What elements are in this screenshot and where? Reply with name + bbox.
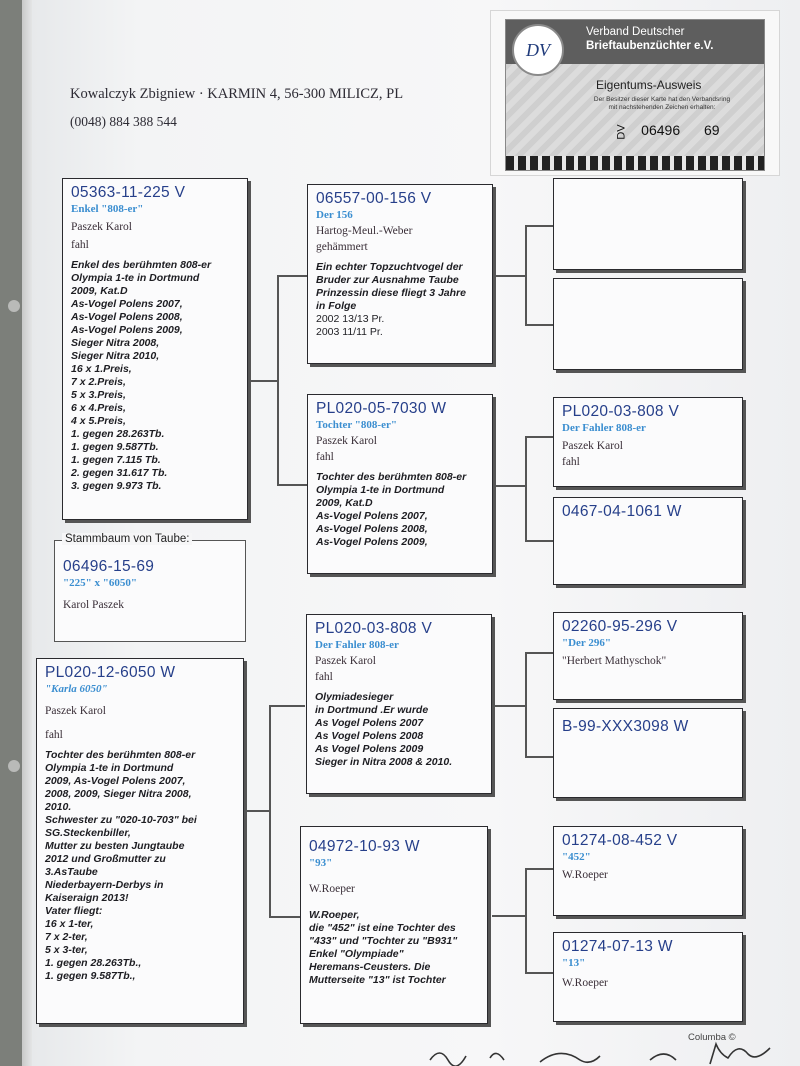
great-grandparent-card-ffm: [553, 278, 743, 370]
association-name: [586, 25, 713, 53]
mm-breeder: W.Roeper: [309, 883, 355, 895]
mmm-ring: 01274-07-13 W: [562, 938, 673, 955]
connector: [492, 705, 526, 707]
fmm-ring: 0467-04-1061 W: [562, 503, 682, 520]
granddam-maternal-card: [300, 826, 488, 1024]
sheet-protector-edge: [22, 0, 32, 1066]
desc-line: 2009, As-Vogel Polens 2007,: [45, 775, 186, 787]
fm-breeder: Paszek Karol: [316, 435, 377, 447]
connector: [525, 756, 553, 758]
desc-line: Ein echter Topzuchtvogel der: [316, 261, 463, 273]
connector: [269, 705, 305, 707]
desc-line: Niederbayern-Derbys in: [45, 879, 164, 891]
connector: [277, 275, 307, 277]
card-title: Eigentums-Ausweis: [596, 78, 702, 92]
desc-line: Vater fliegt:: [45, 905, 103, 917]
ff-ring: 06557-00-156 V: [316, 190, 432, 207]
mff-nickname: "Der 296": [562, 637, 611, 649]
desc-line: As-Vogel Polens 2007,: [71, 298, 183, 310]
granddam-paternal-card: [307, 394, 493, 574]
father-ring: 05363-11-225 V: [71, 184, 186, 201]
desc-line: 1. gegen 28.263Tb.: [71, 428, 165, 440]
connector: [525, 972, 553, 974]
connector: [492, 275, 526, 277]
dv-logo-icon: DV: [512, 24, 564, 76]
desc-line: 2010.: [45, 801, 72, 813]
desc-line: 6 x 4.Preis,: [71, 402, 126, 414]
mother-card: [36, 658, 244, 1024]
mmf-breeder: W.Roeper: [562, 869, 608, 881]
desc-line: Olympia 1-te in Dortmund: [316, 484, 445, 496]
great-grandparent-card-fff: [553, 178, 743, 270]
connector: [525, 540, 553, 542]
fmf-ring: PL020-03-808 V: [562, 403, 680, 420]
mfm-ring: B-99-XXX3098 W: [562, 718, 689, 735]
father-breeder: Paszek Karol: [71, 221, 132, 233]
owner-phone: (0048) 884 388 544: [70, 114, 177, 129]
desc-line: Tochter des berühmten 808-er: [316, 471, 467, 483]
great-grandparent-card-mmf: [553, 826, 743, 916]
connector: [525, 652, 527, 756]
father-color: fahl: [71, 239, 89, 251]
ring-prefix: DV: [615, 124, 628, 140]
father-card: [62, 178, 248, 520]
fm-nickname: Tochter "808-er": [316, 419, 397, 431]
desc-line: As-Vogel Polens 2008,: [71, 311, 183, 323]
mf-description: [315, 691, 483, 769]
fine-line2: mit nachstehenden Zeichen erhalten:: [608, 104, 716, 111]
connector: [525, 436, 553, 438]
connector: [525, 225, 527, 325]
fmf-color: fahl: [562, 456, 580, 468]
desc-line: Mutterseite "13" ist Tochter: [309, 974, 446, 986]
card-ring-row: [614, 122, 720, 138]
desc-line: 7 x 2-ter,: [45, 931, 88, 943]
desc-line: 2009, Kat.D: [316, 497, 373, 509]
mf-nickname: Der Fahler 808-er: [315, 639, 399, 651]
desc-line: Sieger in Nitra 2008 & 2010.: [315, 756, 453, 768]
mother-ring: PL020-12-6050 W: [45, 664, 176, 681]
connector: [525, 868, 553, 870]
ff-nickname: Der 156: [316, 209, 353, 221]
ff-breeder: Hartog-Meul.-Weber: [316, 225, 413, 237]
punch-hole: [8, 300, 20, 312]
desc-line: Enkel des berühmten 808-er: [71, 259, 212, 271]
mf-ring: PL020-03-808 V: [315, 620, 433, 637]
desc-line: Enkel "Olympiade": [309, 948, 404, 960]
desc-line: 16 x 1-ter,: [45, 918, 94, 930]
owner-name-address: Kowalczyk Zbigniew · KARMIN 4, 56-300 MILICZ, PL: [70, 86, 404, 102]
mmm-breeder: W.Roeper: [562, 977, 608, 989]
desc-line: Schwester zu "020-10-703" bei: [45, 814, 197, 826]
handwritten-signature: [420, 1040, 800, 1066]
desc-line: 1. gegen 9.587Tb.: [71, 441, 159, 453]
desc-line: 1. gegen 9.587Tb.,: [45, 970, 136, 982]
desc-line: 1. gegen 7.115 Tb.: [71, 454, 161, 466]
mother-description: [45, 749, 235, 983]
connector: [525, 436, 527, 540]
desc-line: Mutter zu besten Jungtaube: [45, 840, 185, 852]
association-line1: Verband Deutscher: [586, 26, 685, 38]
connector: [525, 868, 527, 972]
father-nickname: Enkel "808-er": [71, 203, 144, 215]
desc-line: 2012 und Großmutter zu: [45, 853, 166, 865]
mother-nickname: "Karla 6050": [45, 683, 108, 695]
great-grandparent-card-fmf: [553, 397, 743, 487]
mm-nickname: "93": [309, 857, 333, 869]
desc-line: As-Vogel Polens 2009,: [316, 536, 428, 548]
grandsire-maternal-card: [306, 614, 492, 794]
columba-brand: Columba ©: [688, 1032, 736, 1043]
connector: [525, 324, 553, 326]
mm-ring: 04972-10-93 W: [309, 838, 420, 855]
mf-breeder: Paszek Karol: [315, 655, 376, 667]
mff-ring: 02260-95-296 V: [562, 618, 678, 635]
great-grandparent-card-mff: [553, 612, 743, 700]
desc-line: As-Vogel Polens 2007,: [316, 510, 428, 522]
desc-line: Prinzessin diese fliegt 3 Jahre: [316, 287, 466, 299]
punch-hole: [8, 760, 20, 772]
connector: [525, 225, 553, 227]
fmf-nickname: Der Fahler 808-er: [562, 422, 646, 434]
card-fine-print: [572, 96, 752, 112]
desc-line: W.Roeper,: [309, 909, 360, 921]
desc-line: Olympia 1-te in Dortmund: [71, 272, 200, 284]
pedigree-of-label: Stammbaum von Taube:: [62, 533, 192, 545]
great-grandparent-card-fmm: [553, 497, 743, 585]
desc-line: Olymiadesieger: [315, 691, 394, 703]
desc-line: Sieger Nitra 2008,: [71, 337, 160, 349]
desc-line: 3.AsTaube: [45, 866, 98, 878]
connector: [525, 652, 553, 654]
father-description: [71, 259, 239, 493]
desc-line: Olympia 1-te in Dortmund: [45, 762, 174, 774]
desc-line: As Vogel Polens 2007: [315, 717, 424, 729]
connector: [277, 484, 307, 486]
subject-card: [54, 540, 246, 642]
mf-color: fahl: [315, 671, 333, 683]
desc-line: 3. gegen 9.973 Tb.: [71, 480, 162, 492]
grandsire-paternal-card: [307, 184, 493, 364]
desc-line: As Vogel Polens 2008: [315, 730, 424, 742]
desc-line: 5 x 3.Preis,: [71, 389, 126, 401]
desc-line: die "452" ist eine Tochter des: [309, 922, 456, 934]
desc-line: Tochter des berühmten 808-er: [45, 749, 196, 761]
mmf-nickname: "452": [562, 851, 591, 863]
subject-nickname: "225" x "6050": [63, 577, 137, 589]
desc-line: As Vogel Polens 2009: [315, 743, 424, 755]
desc-line: "433" und "Tochter zu "B931": [309, 935, 458, 947]
desc-line: Heremans-Ceusters. Die: [309, 961, 431, 973]
connector: [269, 705, 271, 917]
desc-line: 1. gegen 28.263Tb.,: [45, 957, 142, 969]
fmf-breeder: Paszek Karol: [562, 440, 623, 452]
ring-number: 06496: [641, 122, 681, 138]
desc-line: 2003 11/11 Pr.: [316, 326, 383, 338]
desc-line: 16 x 1.Preis,: [71, 363, 132, 375]
mm-description: [309, 909, 479, 987]
ff-color: gehämmert: [316, 241, 368, 253]
desc-line: 2. gegen 31.617 Tb.: [71, 467, 168, 479]
desc-line: Sieger Nitra 2010,: [71, 350, 160, 362]
mff-breeder: "Herbert Mathyschok": [562, 655, 667, 667]
fine-line1: Der Besitzer dieser Karte hat den Verbandsring: [593, 96, 731, 103]
subject-breeder: Karol Paszek: [63, 599, 124, 611]
mmf-ring: 01274-08-452 V: [562, 832, 678, 849]
desc-line: 2002 13/13 Pr.: [316, 313, 385, 325]
desc-line: As-Vogel Polens 2008,: [316, 523, 428, 535]
ring-year: 69: [704, 122, 720, 138]
fm-description: [316, 471, 484, 549]
desc-line: 7 x 2.Preis,: [71, 376, 126, 388]
mmm-nickname: "13": [562, 957, 586, 969]
desc-line: 2008, 2009, Sieger Nitra 2008,: [45, 788, 192, 800]
ff-description: [316, 261, 484, 339]
mother-color: fahl: [45, 729, 63, 741]
great-grandparent-card-mfm: [553, 708, 743, 798]
desc-line: 2009, Kat.D: [71, 285, 128, 297]
connector: [492, 915, 526, 917]
ownership-card: [490, 10, 780, 176]
desc-line: SG.Steckenbiller,: [45, 827, 131, 839]
connector: [248, 380, 278, 382]
fm-color: fahl: [316, 451, 334, 463]
desc-line: Kaiseraign 2013!: [45, 892, 129, 904]
card-pattern-strip: [506, 156, 764, 170]
desc-line: 5 x 3-ter,: [45, 944, 88, 956]
connector: [244, 810, 270, 812]
desc-line: in Folge: [316, 300, 357, 312]
fm-ring: PL020-05-7030 W: [316, 400, 447, 417]
ownership-card-face: [505, 19, 765, 171]
subject-ring: 06496-15-69: [63, 558, 155, 575]
connector: [492, 485, 526, 487]
connector: [277, 275, 279, 485]
desc-line: As-Vogel Polens 2009,: [71, 324, 183, 336]
desc-line: in Dortmund .Er wurde: [315, 704, 429, 716]
desc-line: 4 x 5.Preis,: [71, 415, 126, 427]
mother-breeder: Paszek Karol: [45, 705, 106, 717]
desc-line: Bruder zur Ausnahme Taube: [316, 274, 459, 286]
great-grandparent-card-mmm: [553, 932, 743, 1022]
association-line2: Brieftaubenzüchter e.V.: [586, 40, 714, 52]
